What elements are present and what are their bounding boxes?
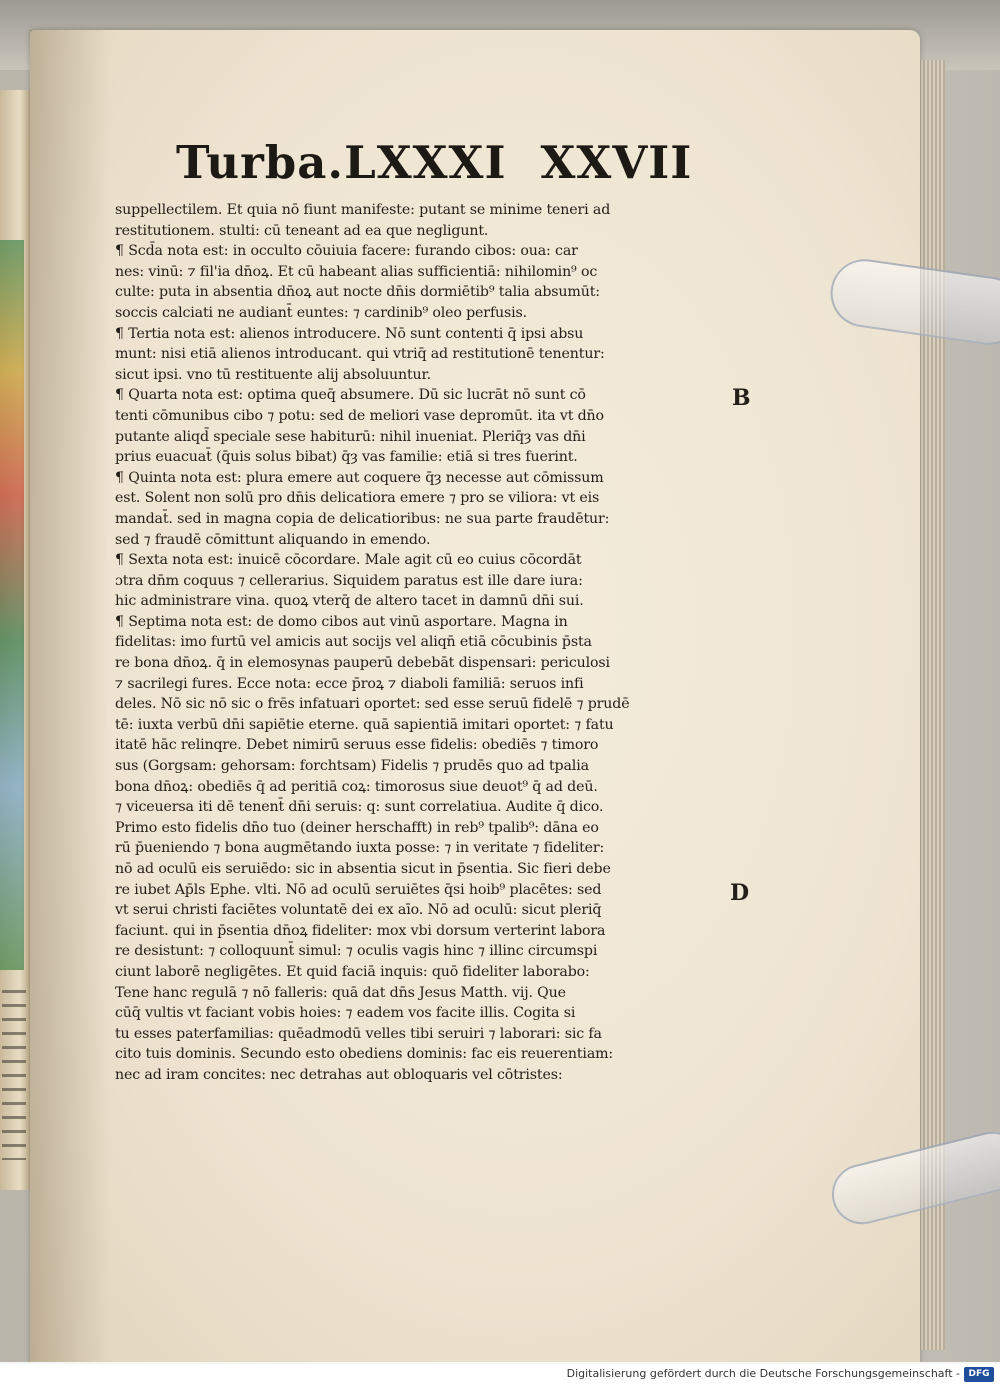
text-line: putante aliqd̄ speciale sese habiturū: nihil inueniat. Pleriq̄ȝ vas dn̄i [115, 428, 586, 445]
text-line: cito tuis dominis. Secundo esto obediens dominis: fac eis reuerentiam: [115, 1046, 614, 1063]
text-line: sed ⁊ fraudē cōmittunt aliquando in emendo. [115, 531, 431, 548]
text-line: tē: iuxta verbū dn̄i sapiētie eterne. quā sapientiā imitari oportet: ⁊ fatu [115, 716, 614, 733]
facing-page-illustration [0, 240, 24, 970]
text-line: tu esses paterfamilias: quēadmodū velles tibi seruiri ⁊ laborari: sic fa [115, 1025, 602, 1042]
text-line: rū p̄ueniendo ⁊ bona augmētando iuxta posse: ⁊ in veritate ⁊ fideliter: [115, 840, 605, 857]
text-line: tenti cōmunibus cibo ⁊ potu: sed de meliori vase depromūt. ita vt dn̄o [115, 407, 604, 424]
text-line: cūq̄ vultis vt faciant vobis hoies: ⁊ eadem vos facite illis. Cogita si [115, 1005, 576, 1022]
text-line: ɔtra dn̄m coquus ⁊ cellerarius. Siquidem paratus est ille dare iura: [115, 572, 583, 589]
text-line: itatē hāc relinqre. Debet nimirū seruus esse fidelis: obediēs ⁊ timoro [115, 737, 599, 754]
text-line: vt serui christi faciētes voluntatē dei ex aīo. Nō ad oculū: sicut pleriq̄ [115, 902, 602, 919]
text-line: ¶ Quinta nota est: plura emere aut coquere q̄ȝ necesse aut cōmissum [115, 469, 604, 486]
text-line: nes: vinū: ⁊ fil'ia dn̄oꝝ. Et cū habeant alias sufficientiā: nihilomin⁹ oc [115, 263, 598, 280]
text-line: mandat̄. sed in magna copia de delicatioribus: ne sua parte fraudētur: [115, 510, 610, 527]
text-line: ⁊ viceuersa iti dē tenent̄ dn̄i seruis: q: sunt correlatiua. Audite q̄ dico. [115, 799, 604, 816]
margin-letter: D [730, 880, 750, 906]
text-line: hic administrare vina. quoꝝ vterq̄ de altero tacet in damnū dn̄i sui. [115, 593, 584, 610]
text-line: Tene hanc regulā ⁊ nō falleris: quā dat dn̄s Jesus Matth. vij. Que [115, 984, 566, 1001]
text-line: re iubet Ap̄ls Ephe. vlti. Nō ad oculū seruiētes q̄si hoib⁹ placētes: sed [115, 881, 602, 898]
page-gutter-shadow [30, 30, 110, 1362]
header-folio: XXVII [540, 136, 693, 189]
text-line: fidelitas: imo furtū vel amicis aut socijs vel aliqn̄ etiā cōcubinis p̄sta [115, 634, 592, 651]
text-line: ¶ Scd̄a nota est: in occulto cōuiuia facere: furando cibos: oua: car [115, 243, 578, 260]
text-line: nō ad oculū eis seruiēdo: sic in absentia sicut in p̄sentia. Sic fieri debe [115, 861, 611, 877]
margin-letter: B [732, 385, 751, 411]
text-line: ¶ Septima nota est: de domo cibos aut vinū asportare. Magna in [115, 613, 568, 630]
text-line: prius euacuat̄ (q̄uis solus bibat) q̄ȝ vas familie: etiā si tres fuerint. [115, 449, 578, 466]
text-line: soccis calciati ne audiant̄ euntes: ⁊ cardinib⁹ oleo perfusis. [115, 304, 528, 321]
text-line: sicut ipsi. vno tū restituente alij absoluuntur. [115, 366, 431, 383]
text-line: re desistunt: ⁊ colloquunt̄ simul: ⁊ oculis vagis hinc ⁊ illinc circumspi [115, 943, 598, 960]
header-title: Turba.LXXXI [176, 136, 507, 189]
body-text [115, 200, 740, 1086]
text-line: deles. Nō sic nō sic o frēs infatuari oportet: sed esse seruū fidelē ⁊ prudē [115, 696, 630, 713]
text-line: faciunt. qui in p̄sentia dn̄oꝝ fideliter: mox vbi dorsum verterint labora [115, 922, 606, 939]
footer-credit: Digitalisierung gefördert durch die Deutsche Forschungsgemeinschaft - [566, 1367, 960, 1380]
text-line: nec ad iram concites: nec detrahas aut obloquaris vel cōtristes: [115, 1066, 563, 1083]
facing-page-text-fragment [2, 990, 26, 1160]
text-line: ⁊ sacrilegi fures. Ecce nota: ecce p̄roꝝ ⁊ diaboli familiā: seruos infi [115, 675, 584, 692]
text-line: suppellectilem. Et quia nō fiunt manifeste: putant se minime teneri ad [115, 202, 611, 218]
text-line: sus (Gorgsam: gehorsam: forchtsam) Fidelis ⁊ prudēs quo ad tpalia [115, 758, 589, 775]
text-line: munt: nisi etiā alienos introducant. qui vtriq̄ ad restitutionē tenentur: [115, 346, 605, 363]
text-line: ¶ Sexta nota est: inuicē cōcordare. Male agit cū eo cuius cōcordāt [115, 552, 582, 569]
dfg-logo: DFG [964, 1367, 994, 1382]
text-line: Primo esto fidelis dn̄o tuo (deiner herschafft) in reb⁹ tpalib⁹: dāna eo [115, 819, 599, 836]
text-line: ¶ Quarta nota est: optima queq̄ absumere. Dū sic lucrāt nō sunt cō [115, 387, 586, 404]
text-line: ¶ Tertia nota est: alienos introducere. Nō sunt contenti q̄ ipsi absu [115, 325, 584, 342]
text-line: re bona dn̄oꝝ. q̄ in elemosynas pauperū debebāt dispensari: periculosi [115, 655, 610, 672]
text-line: restitutionem. stulti: cū teneant ad ea que negligunt. [115, 222, 489, 239]
text-line: culte: puta in absentia dn̄oꝝ aut nocte dn̄is dormiētib⁹ talia absumūt: [115, 284, 600, 301]
running-header [176, 136, 736, 196]
text-line: ciunt laborē negligētes. Et quid faciā inquis: quō fideliter laborabo: [115, 963, 590, 980]
digitization-footer [0, 1364, 1000, 1386]
text-line: est. Solent non solū pro dn̄is delicatiora emere ⁊ pro se viliora: vt eis [115, 490, 600, 507]
text-line: bona dn̄oꝝ: obediēs q̄ ad peritiā coꝝ: timorosus siue deuot⁹ q̄ ad deū. [115, 778, 598, 795]
